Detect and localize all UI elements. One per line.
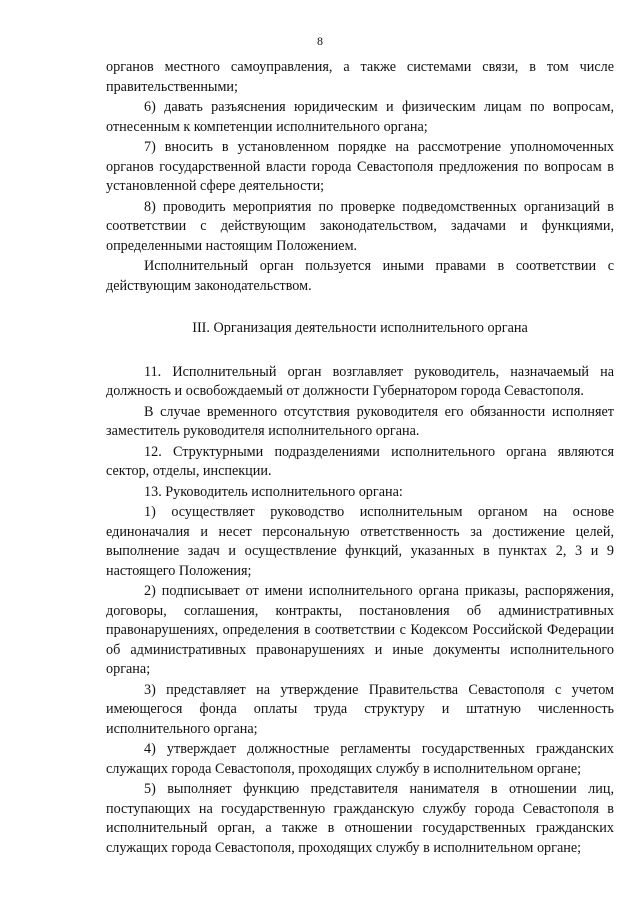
paragraph-other-rights: Исполнительный орган пользуется иными правами в соответствии с действующим законодательством. bbox=[106, 258, 614, 294]
paragraph-item-6: 6) давать разъяснения юридическим и физическим лицам по вопросам, отнесенным к компетенции исполнительного органа; bbox=[106, 99, 614, 135]
page-number: 8 bbox=[317, 34, 323, 48]
paragraph-12: 12. Структурными подразделениями исполнительного органа являются сектор, отделы, инспекции. bbox=[106, 443, 614, 479]
paragraph-13-item-1: 1) осуществляет руководство исполнительным органом на основе единоначалия и несет персональную ответственность за достижение целей, выполнение задач и осуществление функций, указанных в пунктах 2, 3 и 9 настоящего Положения; bbox=[106, 504, 614, 579]
paragraph-item-8: 8) проводить мероприятия по проверке подведомственных организаций в соответствии с действующим законодательством, задачами и функциями, определенными настоящим Положением. bbox=[106, 198, 614, 254]
paragraph-item-7: 7) вносить в установленном порядке на рассмотрение уполномоченных органов государственной власти города Севастополя предложения по вопросам в установленной сфере деятельности; bbox=[106, 139, 614, 194]
paragraph-13: 13. Руководитель исполнительного органа: bbox=[144, 483, 403, 500]
section-heading: III. Организация деятельности исполнительного органа bbox=[192, 320, 528, 336]
paragraph-13-item-5: 5) выполняет функцию представителя нанимателя в отношении лиц, поступающих на государственную гражданскую службу города Севастополя в исполнительный орган, а также в отношении государственных гражданских служащих города Севастополя, проходящих службу в исполнительном органе; bbox=[106, 781, 614, 856]
paragraph-continuation: органов местного самоуправления, а также системами связи, в том числе правительственными; bbox=[106, 59, 614, 95]
paragraph-11: 11. Исполнительный орган возглавляет руководитель, назначаемый на должность и освобождаемый от должности Губернатором города Севастополя. bbox=[106, 363, 614, 399]
paragraph-13-item-2: 2) подписывает от имени исполнительного органа приказы, распоряжения, договоры, соглашения, контракты, постановления об административных правонарушениях, определения в соответствии с Кодексом Российской Федерации об административных правонарушениях и иные документы исполнительного органа; bbox=[106, 583, 614, 677]
paragraph-temporary-absence: В случае временного отсутствия руководителя его обязанности исполняет заместитель руководителя исполнительного органа. bbox=[106, 403, 614, 439]
paragraph-13-item-4: 4) утверждает должностные регламенты государственных гражданских служащих города Севастополя, проходящих службу в исполнительном органе; bbox=[106, 741, 614, 777]
paragraph-13-item-3: 3) представляет на утверждение Правительства Севастополя с учетом имеющегося фонда оплаты труда структуру и штатную численность исполнительного органа; bbox=[106, 681, 614, 737]
document-body bbox=[106, 58, 614, 859]
